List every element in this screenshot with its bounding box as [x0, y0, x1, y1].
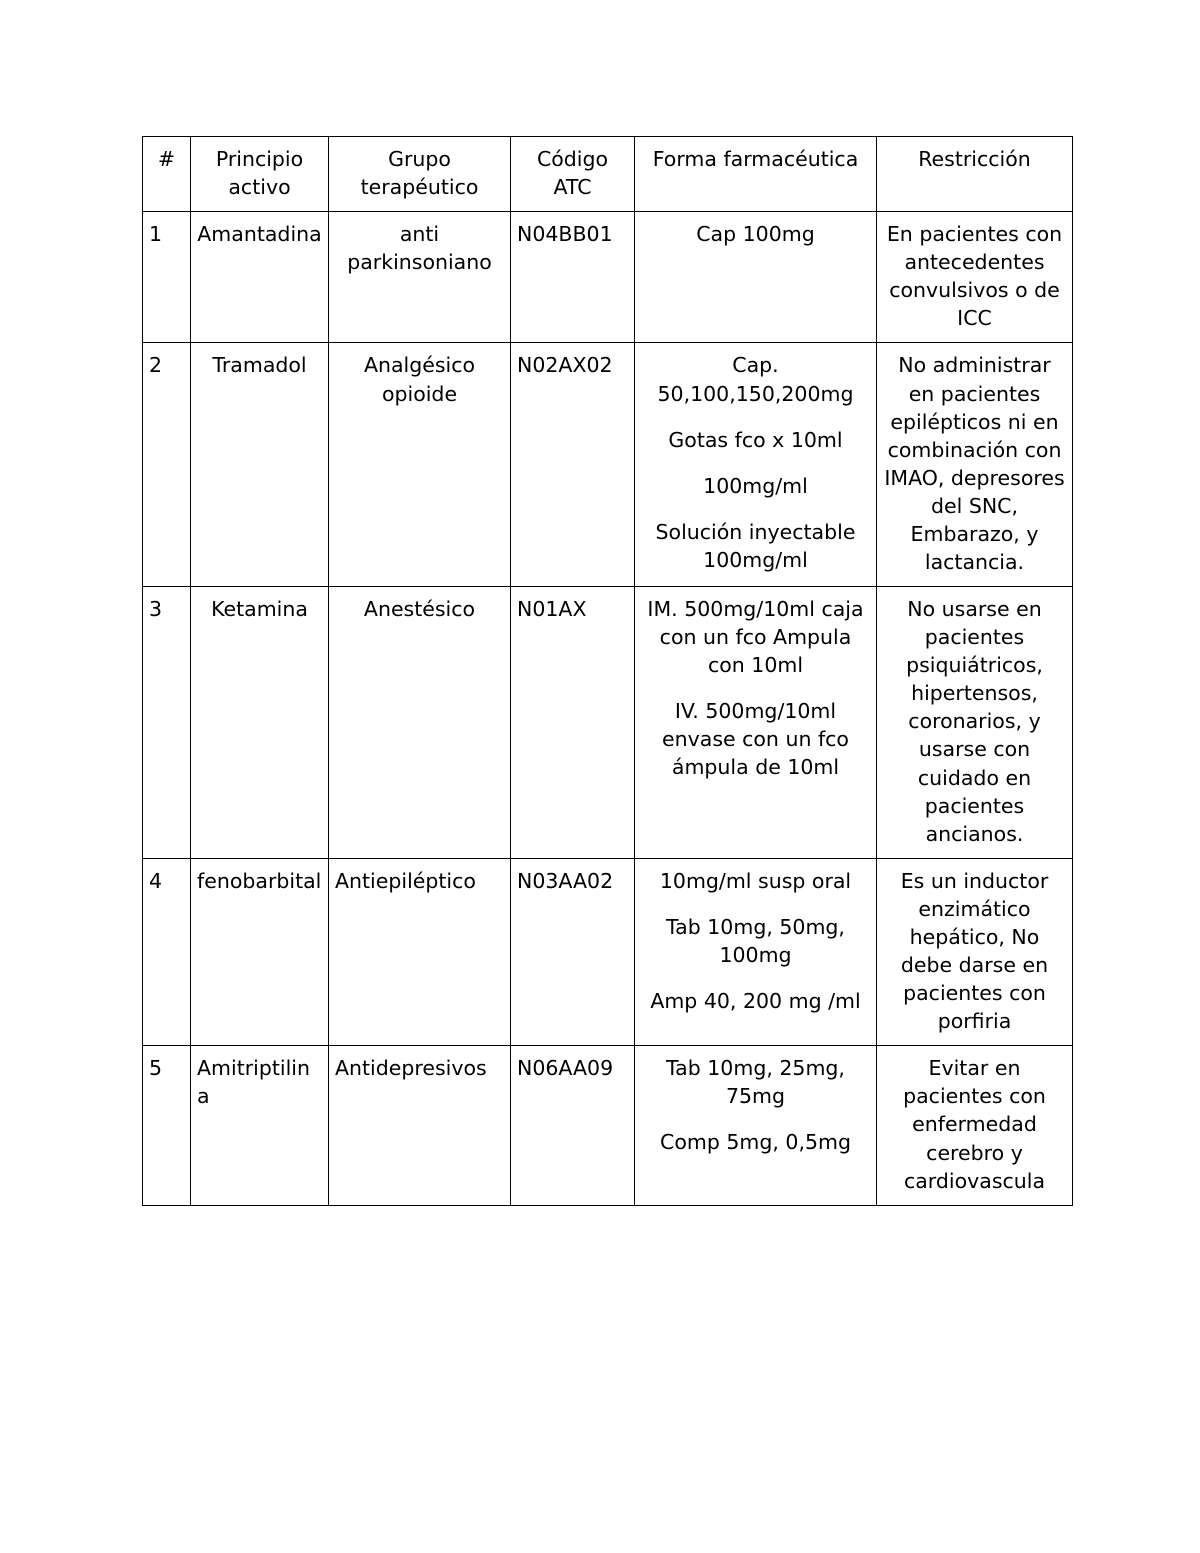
cell-codigo-atc: N01AX: [511, 587, 635, 859]
table-row: [143, 1046, 1073, 1205]
cell-number: 4: [143, 858, 191, 1045]
cell-principio-activo: Amantadina: [191, 212, 329, 343]
table-row: [143, 343, 1073, 587]
forma-line: Amp 40, 200 mg /ml: [650, 989, 861, 1014]
column-header-codigo-atc: Código ATC: [511, 137, 635, 212]
table-row: [143, 858, 1073, 1045]
cell-forma-farmaceutica: [635, 212, 877, 343]
forma-line: Solución inyectable 100mg/ml: [655, 519, 856, 572]
column-header-forma-farmaceutica: Forma farmacéutica: [635, 137, 877, 212]
cell-principio-activo: fenobarbital: [191, 858, 329, 1045]
cell-number: 2: [143, 343, 191, 587]
forma-line: Cap. 50,100,150,200mg: [657, 353, 854, 406]
cell-forma-farmaceutica: [635, 858, 877, 1045]
drug-table-container: [142, 136, 1072, 1206]
cell-forma-farmaceutica: [635, 343, 877, 587]
cell-number: 5: [143, 1046, 191, 1205]
column-header-number: #: [143, 137, 191, 212]
table-header-row: [143, 137, 1073, 212]
cell-codigo-atc: N03AA02: [511, 858, 635, 1045]
cell-restriccion: No usarse en pacientes psiquiátricos, hipertensos, coronarios, y usarse con cuidado en pacientes ancianos.: [877, 587, 1073, 859]
cell-restriccion: Es un inductor enzimático hepático, No debe darse en pacientes con porfiria: [877, 858, 1073, 1045]
cell-grupo-terapeutico: Anestésico: [329, 587, 511, 859]
column-header-grupo-terapeutico: Grupo terapéutico: [329, 137, 511, 212]
cell-restriccion: Evitar en pacientes con enfermedad cerebro y cardiovascula: [877, 1046, 1073, 1205]
cell-codigo-atc: N06AA09: [511, 1046, 635, 1205]
cell-forma-farmaceutica: [635, 587, 877, 859]
cell-restriccion: En pacientes con antecedentes convulsivos o de ICC: [877, 212, 1073, 343]
cell-principio-activo: Amitriptilina: [191, 1046, 329, 1205]
forma-line: Gotas fco x 10ml: [668, 427, 843, 452]
cell-forma-farmaceutica: [635, 1046, 877, 1205]
forma-line: Tab 10mg, 25mg, 75mg: [666, 1056, 845, 1109]
cell-principio-activo: Ketamina: [191, 587, 329, 859]
cell-principio-activo: Tramadol: [191, 343, 329, 587]
column-header-principio-activo: Principio activo: [191, 137, 329, 212]
table-row: [143, 212, 1073, 343]
forma-line: IM. 500mg/10ml caja con un fco Ampula con 10ml: [647, 597, 864, 678]
table-row: [143, 587, 1073, 859]
forma-line: Comp 5mg, 0,5mg: [660, 1130, 851, 1155]
cell-codigo-atc: N04BB01: [511, 212, 635, 343]
cell-codigo-atc: N02AX02: [511, 343, 635, 587]
cell-number: 3: [143, 587, 191, 859]
forma-line: 10mg/ml susp oral: [659, 868, 852, 893]
cell-grupo-terapeutico: Analgésico opioide: [329, 343, 511, 587]
cell-grupo-terapeutico: Antidepresivos: [329, 1046, 511, 1205]
column-header-restriccion: Restricción: [877, 137, 1073, 212]
forma-line: Cap 100mg: [696, 222, 815, 247]
drug-table: [142, 136, 1073, 1206]
forma-line: IV. 500mg/10ml envase con un fco ámpula de 10ml: [662, 699, 849, 780]
cell-number: 1: [143, 212, 191, 343]
cell-grupo-terapeutico: Antiepiléptico: [329, 858, 511, 1045]
forma-line: Tab 10mg, 50mg, 100mg: [666, 914, 845, 967]
cell-grupo-terapeutico: anti parkinsoniano: [329, 212, 511, 343]
cell-restriccion: No administrar en pacientes epilépticos ni en combinación con IMAO, depresores del SNC, Embarazo, y lactancia.: [877, 343, 1073, 587]
forma-line: 100mg/ml: [703, 473, 808, 498]
